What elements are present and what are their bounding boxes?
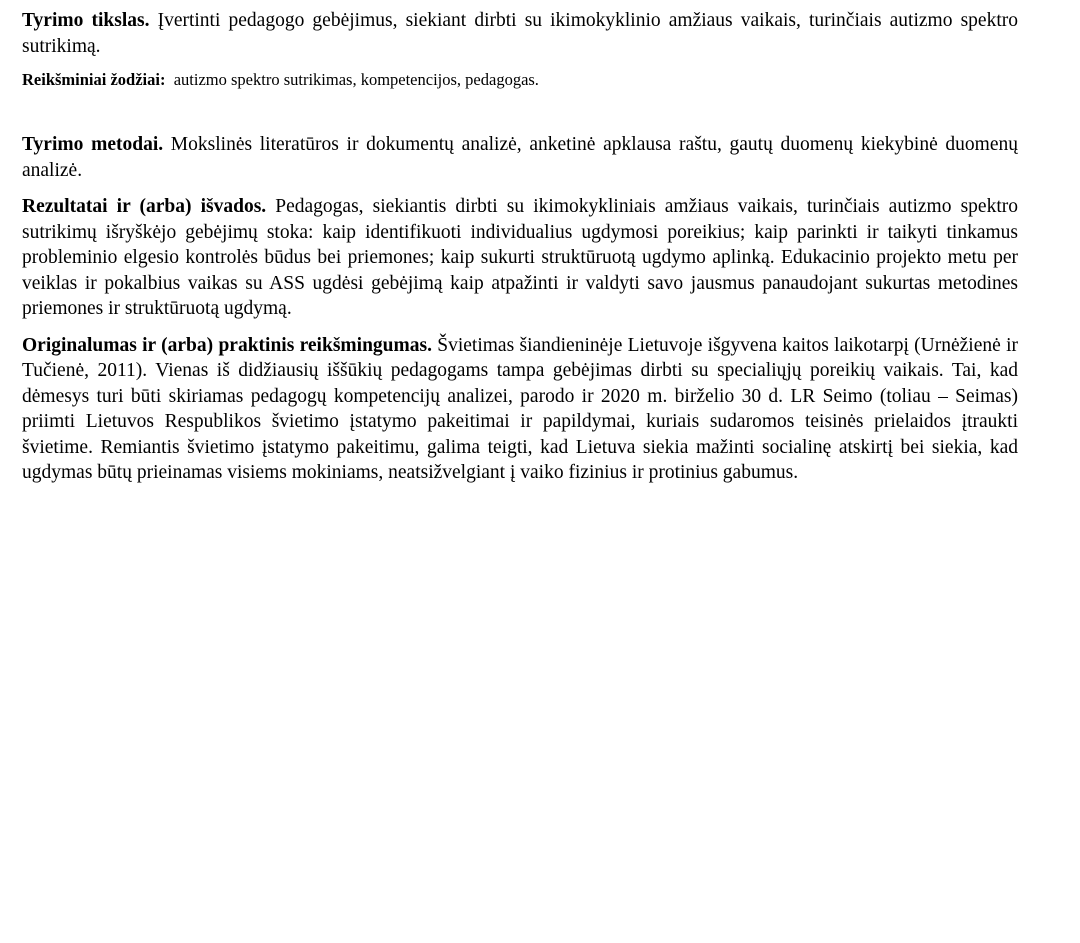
keywords-label: Reikšminiai žodžiai: (22, 70, 166, 89)
keywords-text: autizmo spektro sutrikimas, kompetencijos, pedagogas. (165, 70, 539, 89)
results-paragraph (22, 194, 1018, 322)
research-methods-label: Tyrimo metodai. (22, 134, 164, 155)
originality-paragraph (22, 333, 1018, 486)
research-methods-paragraph (22, 132, 1018, 183)
originality-text: Švietimas šiandieninėje Lietuvoje išgyvena kaitos laikotarpį (Urnėžienė ir Tučienė, 2011). Vienas iš didžiausių iššūkių pedagogams tampa gebėjimas dirbti su specialiųjų poreikių vaikais. Tai, kad dėmesys turi būti skiriamas pedagogų kompetencijų analizei, parodo ir 2020 m. birželio 30 d. LR Seimo (toliau – Seimas) priimti Lietuvos Respublikos švietimo įstatymo pakeitimai ir papildymai, kuriais sudaromos teisinės prielaidos įtraukti švietime. Remiantis švietimo įstatymo pakeitimu, galima teigti, kad Lietuva siekia mažinti socialinę atskirtį bei siekia, kad ugdymas būtų prieinamas visiems mokiniams, neatsižvelgiant į vaiko fizinius ir protinius gabumus. (22, 334, 1018, 483)
research-aim-paragraph (22, 8, 1018, 59)
results-text: Pedagogas, siekiantis dirbti su ikimokykliniais amžiaus vaikais, turinčiais autizmo spektro sutrikimų išryškėjo gebėjimų stoka: kaip identifikuoti individualius ugdymosi poreikius; kaip parinkti ir taikyti tinkamus probleminio elgesio kontrolės būdus bei priemones; kaip sukurti struktūruotą ugdymo aplinką. Edukacinio projekto metu per veiklas ir pokalbius vaikas su ASS ugdėsi gebėjimą kaip atpažinti ir valdyti savo jausmus panaudojant sukurtas metodines priemones ir struktūruotą ugdymą. (22, 196, 1018, 319)
research-methods-text: Mokslinės literatūros ir dokumentų analizė, anketinė apklausa raštu, gautų duomenų kiekybinė duomenų analizė. (22, 134, 1018, 181)
research-aim-label: Tyrimo tikslas. (22, 10, 150, 31)
originality-label: Originalumas ir (arba) praktinis reikšmingumas. (22, 334, 432, 356)
document-page (22, 8, 1018, 486)
results-label: Rezultatai ir (arba) išvados. (22, 196, 267, 217)
keywords-paragraph (22, 70, 1018, 90)
research-aim-text: Įvertinti pedagogo gebėjimus, siekiant dirbti su ikimokyklinio amžiaus vaikais, turinčiais autizmo spektro sutrikimą. (22, 10, 1018, 57)
